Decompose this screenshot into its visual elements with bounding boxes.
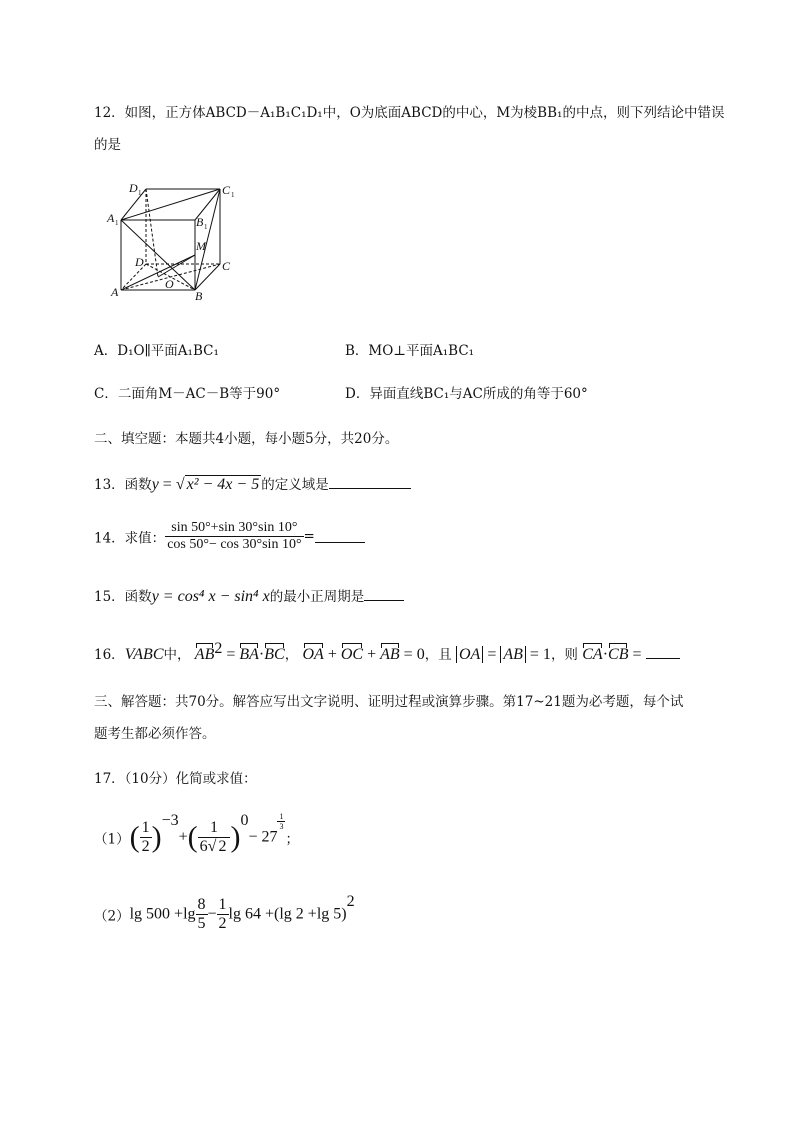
label-A1: A xyxy=(107,211,115,225)
label-B1: B xyxy=(196,215,204,229)
section-3-heading-cont: 题考生都必须作答。 xyxy=(94,726,216,742)
label-D1: D xyxy=(129,181,138,195)
q14-answer-blank[interactable] xyxy=(315,530,365,543)
svg-text:1: 1 xyxy=(231,191,235,199)
section-2-heading: 二、填空题：本题共4小题，每小题5分，共20分。 xyxy=(94,431,399,447)
label-M: M xyxy=(196,239,206,253)
label-O: O xyxy=(165,277,174,291)
q17-part2: （2）lg 500 +lg $\frac{8}{5}$ − $\frac{1}{2}$ lg 64 +(lg 2 +lg 5)$^2$ xyxy=(94,893,355,932)
q15: 15．函数y = cos⁴ x − sin⁴ x的最小正周期是 xyxy=(94,585,404,606)
q12-option-b: B．MO⊥平面A₁BC₁ xyxy=(345,343,475,359)
q13-answer-blank[interactable] xyxy=(329,476,411,489)
q14-fraction: $\frac{\sin 50^\circ+\sin 30^\circ\sin 10^\circ}{\cos 50^\circ- \cos 30^\circ\sin 10^\circ}$ xyxy=(167,520,302,553)
q16-answer-blank[interactable] xyxy=(646,646,680,659)
q12-stem-cont: 的是 xyxy=(94,137,121,153)
q17-title: 17．（10分）化简或求值： xyxy=(94,771,257,787)
label-C: C xyxy=(222,259,231,273)
section-3-heading: 三、解答题：共70分。解答应写出文字说明、证明过程或演算步骤。第17~21题为必考题，每个试 xyxy=(94,694,684,710)
q12-stem: 12．如图，正方体ABCD－A₁B₁C₁D₁中，O为底面ABCD的中心，M为棱BB₁的中点，则下列结论中错误 xyxy=(94,105,725,121)
q12-option-a: A．D₁O∥平面A₁BC₁ xyxy=(94,343,219,359)
q17-part1: （1）( $\frac{1}{2}$ )$^{-3}$+( $\frac{1}{6√ 2}$ )$^0$− 27 $\frac{1}{3}$ ； xyxy=(94,812,299,856)
label-D: D xyxy=(135,255,144,269)
q13-radicand: x² − 4x − 5 xyxy=(186,476,260,493)
q12-option-c: C．二面角M－AC－B等于90° xyxy=(94,386,281,402)
q16: 16．VABC中， $AB^2 = BA\cdot BC$， OA + OC + AB = 0，且 OA = AB = 1，则 CA·CB = xyxy=(94,640,680,664)
q15-answer-blank[interactable] xyxy=(364,588,404,601)
label-B: B xyxy=(195,289,203,303)
svg-text:1: 1 xyxy=(138,189,142,197)
q14: 14．求值： $\frac{\sin 50^\circ+\sin 30^\circ\sin 10^\circ}{\cos 50^\circ- \cos 30^\circ\sin 10^\circ}$ = xyxy=(94,520,365,553)
label-C1: C xyxy=(222,183,231,197)
cube-figure xyxy=(104,172,244,304)
q13: 13．函数y = √ x² − 4x − 5 的定义域是 xyxy=(94,473,411,494)
label-A: A xyxy=(111,285,119,299)
q12-option-d: D．异面直线BC₁与AC所成的角等于60° xyxy=(345,386,588,402)
svg-text:1: 1 xyxy=(204,223,208,231)
svg-text:1: 1 xyxy=(115,219,119,227)
